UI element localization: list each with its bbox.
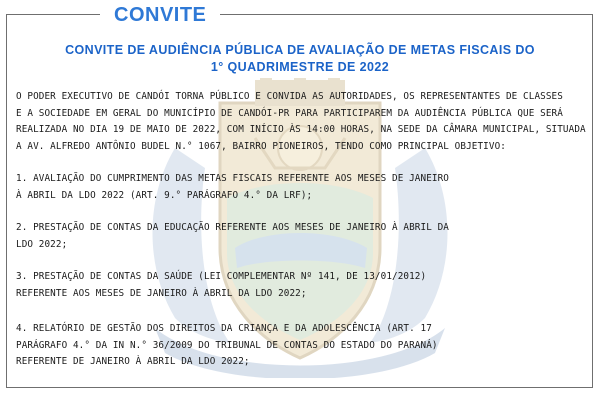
agenda-item-line: PARÁGRAFO 4.° DA IN N.° 36/2009 DO TRIBUNAL DE CONTAS DO ESTADO DO PARANÁ) (16, 339, 438, 351)
document-title-line-1: CONVITE DE AUDIÊNCIA PÚBLICA DE AVALIAÇÃO DE METAS FISCAIS DO (65, 43, 535, 57)
intro-line: REALIZADA NO DIA 19 DE MAIO DE 2022, COM INÍCIO ÀS 14:00 HORAS, NA SEDE DA CÂMARA MUNICIPAL, SITUADA (16, 124, 586, 135)
intro-paragraph (16, 89, 586, 155)
agenda-item-2 (16, 220, 586, 253)
convite-badge: CONVITE (100, 4, 220, 26)
agenda-item-line: 4. RELATÓRIO DE GESTÃO DOS DIREITOS DA CRIANÇA E DA ADOLESCÊNCIA (ART. 17 (16, 323, 432, 334)
agenda-item-1 (16, 171, 586, 204)
agenda-item-3 (16, 269, 586, 302)
agenda-item-4 (16, 321, 586, 371)
agenda-item-line: À ABRIL DA LDO 2022 (ART. 9.° PARÁGRAFO 4.° DA LRF); (16, 189, 313, 201)
agenda-item-line: 1. AVALIAÇÃO DO CUMPRIMENTO DAS METAS FISCAIS REFERENTE AOS MESES DE JANEIRO (16, 173, 449, 184)
document-title-line-2: 1° QUADRIMESTRE DE 2022 (210, 60, 390, 74)
agenda-item-line: 2. PRESTAÇÃO DE CONTAS DA EDUCAÇÃO REFERENTE AOS MESES DE JANEIRO À ABRIL DA (16, 222, 449, 233)
agenda-item-line: LDO 2022; (16, 238, 68, 250)
agenda-item-line: REFERENTE DE JANEIRO À ABRIL DA LDO 2022; (16, 356, 250, 367)
intro-line: A AV. ALFREDO ANTÔNIO BUDEL N.° 1067, BAIRRO PIONEIROS, TENDO COMO PRINCIPAL OBJETIVO: (16, 140, 506, 152)
agenda-item-line: 3. PRESTAÇÃO DE CONTAS DA SAÚDE (LEI COMPLEMENTAR Nº 141, DE 13/01/2012) (16, 271, 427, 282)
agenda-item-line: REFERENTE AOS MESES DE JANEIRO À ABRIL DA LDO 2022; (16, 287, 307, 299)
intro-line: E A SOCIEDADE EM GERAL DO MUNICÍPIO DE CANDÓI-PR PARA PARTICIPAREM DA AUDIÊNCIA PÚBLICA QUE SERÁ (16, 107, 563, 119)
intro-line: O PODER EXECUTIVO DE CANDÓI TORNA PÚBLICO E CONVIDA AS AUTORIDADES, OS REPRESENTANTES DE CLASSES (16, 91, 563, 102)
